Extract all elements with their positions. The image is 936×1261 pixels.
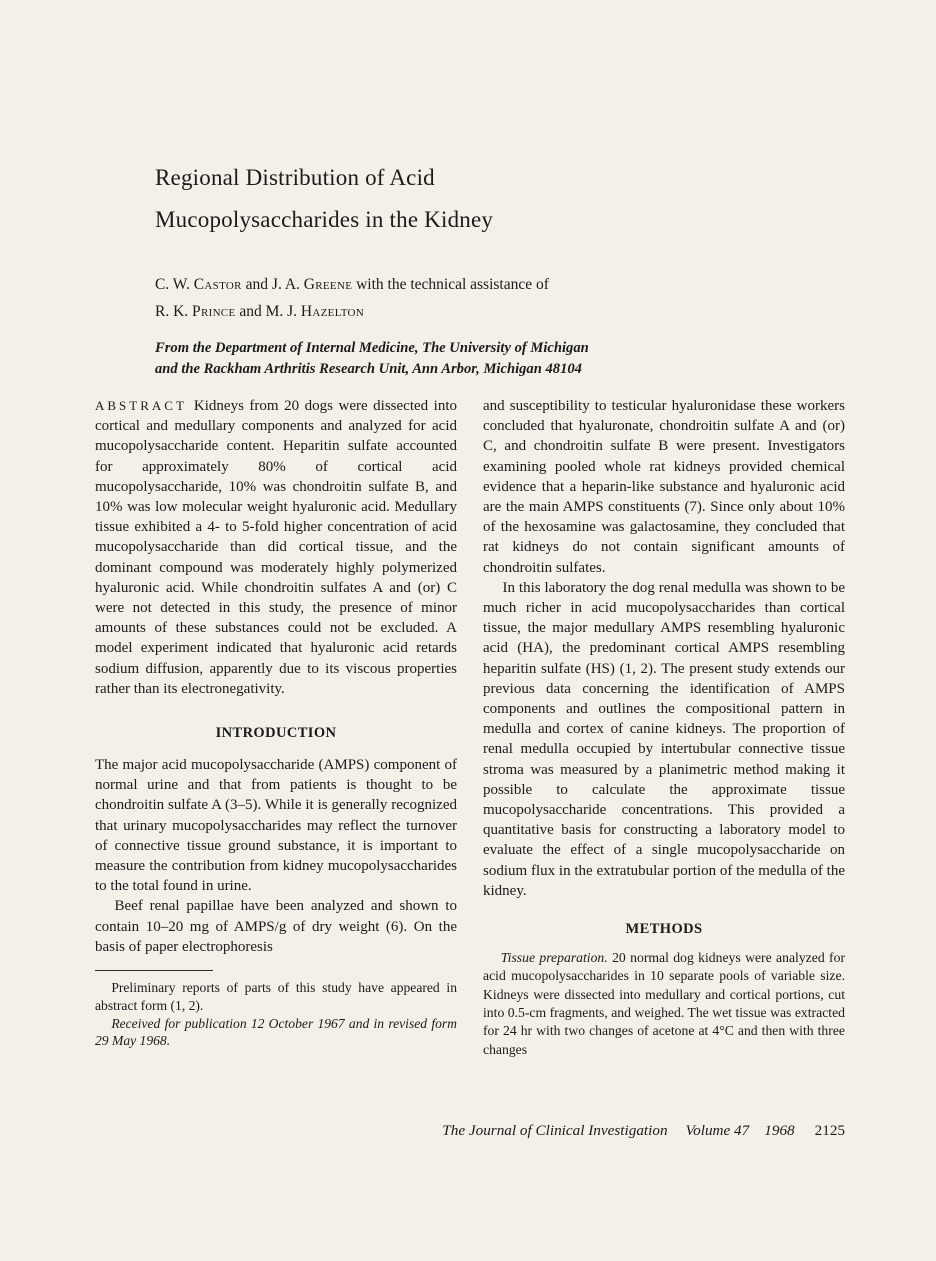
right-paragraph-2: In this laboratory the dog renal medulla was shown to be much richer in acid mucopolysaccharides than cortical tissue, the major medullary AMPS resembling hyaluronic acid (HA), the predominant cortical AMPS resembling heparitin sulfate (HS) (1, 2). The present study extends our previous data concerning the identification of AMPS components and outlines the compositional pattern in medulla and cortex of canine kidneys. The proportion of renal medulla occupied by intertubular connective tissue stroma was measured by a planimetric method making it possible to calculate the approximate tissue mucopolysaccharide concentrations. This provided a quantitative basis for constructing a laboratory model to evaluate the effect of a single mucopolysaccharide on sodium flux in the extratubular portion of the medulla of the kidney. (483, 579, 845, 899)
left-column (95, 396, 457, 1059)
abstract-text: Kidneys from 20 dogs were dissected into cortical and medullary components and analyzed for acid mucopolysaccharide content. Heparitin sulfate accounted for approximately 80% of cortical acid mucopolysaccharide, 10% was chondroitin sulfate B, and 10% was low molecular weight hyaluronic acid. Medullary tissue exhibited a 4- to 5-fold higher concentration of acid mucopolysaccharide than did cortical tissue, and the dominant compound was moderately highly polymerized hyaluronic acid. While chondroitin sulfates A and (or) C were not detected in this study, the presence of minor amounts of these substances could not be excluded. A model experiment indicated that hyaluronic acid retards sodium diffusion, apparently due to its viscous properties rather than its electronegativity. (95, 398, 457, 697)
author-name: Prince (192, 303, 236, 320)
authors-line-2 (155, 298, 795, 325)
page-footer (95, 1122, 845, 1140)
body-columns (95, 396, 845, 1059)
abstract-paragraph (95, 396, 457, 699)
footnote-2: Received for publication 12 October 1967 and in revised form 29 May 1968. (95, 1015, 457, 1049)
footnote-rule (95, 970, 213, 971)
methods-heading: METHODS (625, 921, 703, 938)
introduction-paragraph-1: The major acid mucopolysaccharide (AMPS) component of normal urine and that from patients is thought to be chondroitin sulfate A (3–5). While it is generally recognized that urinary mucopolysaccharides may reflect the turnover of connective tissue ground substance, it is important to measure the contribution from kidney mucopolysaccharides to the total found in urine. (95, 757, 457, 895)
footnote-1: Preliminary reports of parts of this study have appeared in abstract form (1, 2). (95, 980, 457, 1013)
authors-line-1 (155, 271, 795, 298)
affiliation-line-2: and the Rackham Arthritis Research Unit, Ann Arbor, Michigan 48104 (155, 361, 582, 377)
author-name: Greene (303, 276, 353, 293)
authors (155, 271, 795, 325)
title-block (155, 157, 795, 380)
journal-year: 1968 (764, 1122, 795, 1139)
author-name: Hazelton (300, 303, 365, 320)
journal-volume: Volume 47 (685, 1122, 750, 1139)
author-text: and M. J. (235, 303, 301, 320)
author-text: C. W. (155, 276, 194, 293)
author-text: with the technical assistance of (352, 276, 549, 293)
affiliation (155, 338, 795, 380)
author-text: R. K. (155, 303, 193, 320)
methods-paragraph (483, 949, 845, 1059)
paper-title-line-2: Mucopolysaccharides in the Kidney (155, 207, 494, 232)
abstract-label: ABSTRACT (95, 398, 187, 413)
footnote-block (95, 970, 457, 1050)
methods-text: 20 normal dog kidneys were analyzed for acid mucopolysaccharides in 10 separate pools of variable size. Kidneys were dissected into medullary and cortical portions, cut into 0.5-cm fragments, and weighed. The wet tissue was extracted for 24 hr with two changes of acetone at 4°C and then with three changes (483, 950, 846, 1057)
methods-lead-in: Tissue preparation. (500, 950, 608, 966)
page-number: 2125 (814, 1122, 845, 1139)
introduction-heading: INTRODUCTION (215, 725, 337, 742)
author-name: Castor (193, 276, 242, 293)
right-paragraph-1: and susceptibility to testicular hyaluronidase these workers concluded that hyaluronate, chondroitin sulfate A and (or) C, and chondroitin sulfate B were present. Investigators examining pooled whole rat kidneys provided chemical evidence that a heparin-like substance and hyaluronic acid are the main AMPS constituents (7). Since only about 10% of the hexosamine was galactosamine, they concluded that rat kidneys do not contain significant amounts of chondroitin sulfates. (483, 398, 845, 576)
paper-title (155, 157, 795, 241)
journal-name: The Journal of Clinical Investigation (442, 1122, 668, 1139)
paper-title-line-1: Regional Distribution of Acid (155, 165, 435, 190)
affiliation-line-1: From the Department of Internal Medicine, The University of Michigan (155, 340, 589, 356)
author-text: and J. A. (241, 276, 304, 293)
right-column (483, 396, 845, 1059)
introduction-paragraph-2: Beef renal papillae have been analyzed and shown to contain 10–20 mg of AMPS/g of dry weight (6). On the basis of paper electrophoresis (95, 898, 457, 955)
